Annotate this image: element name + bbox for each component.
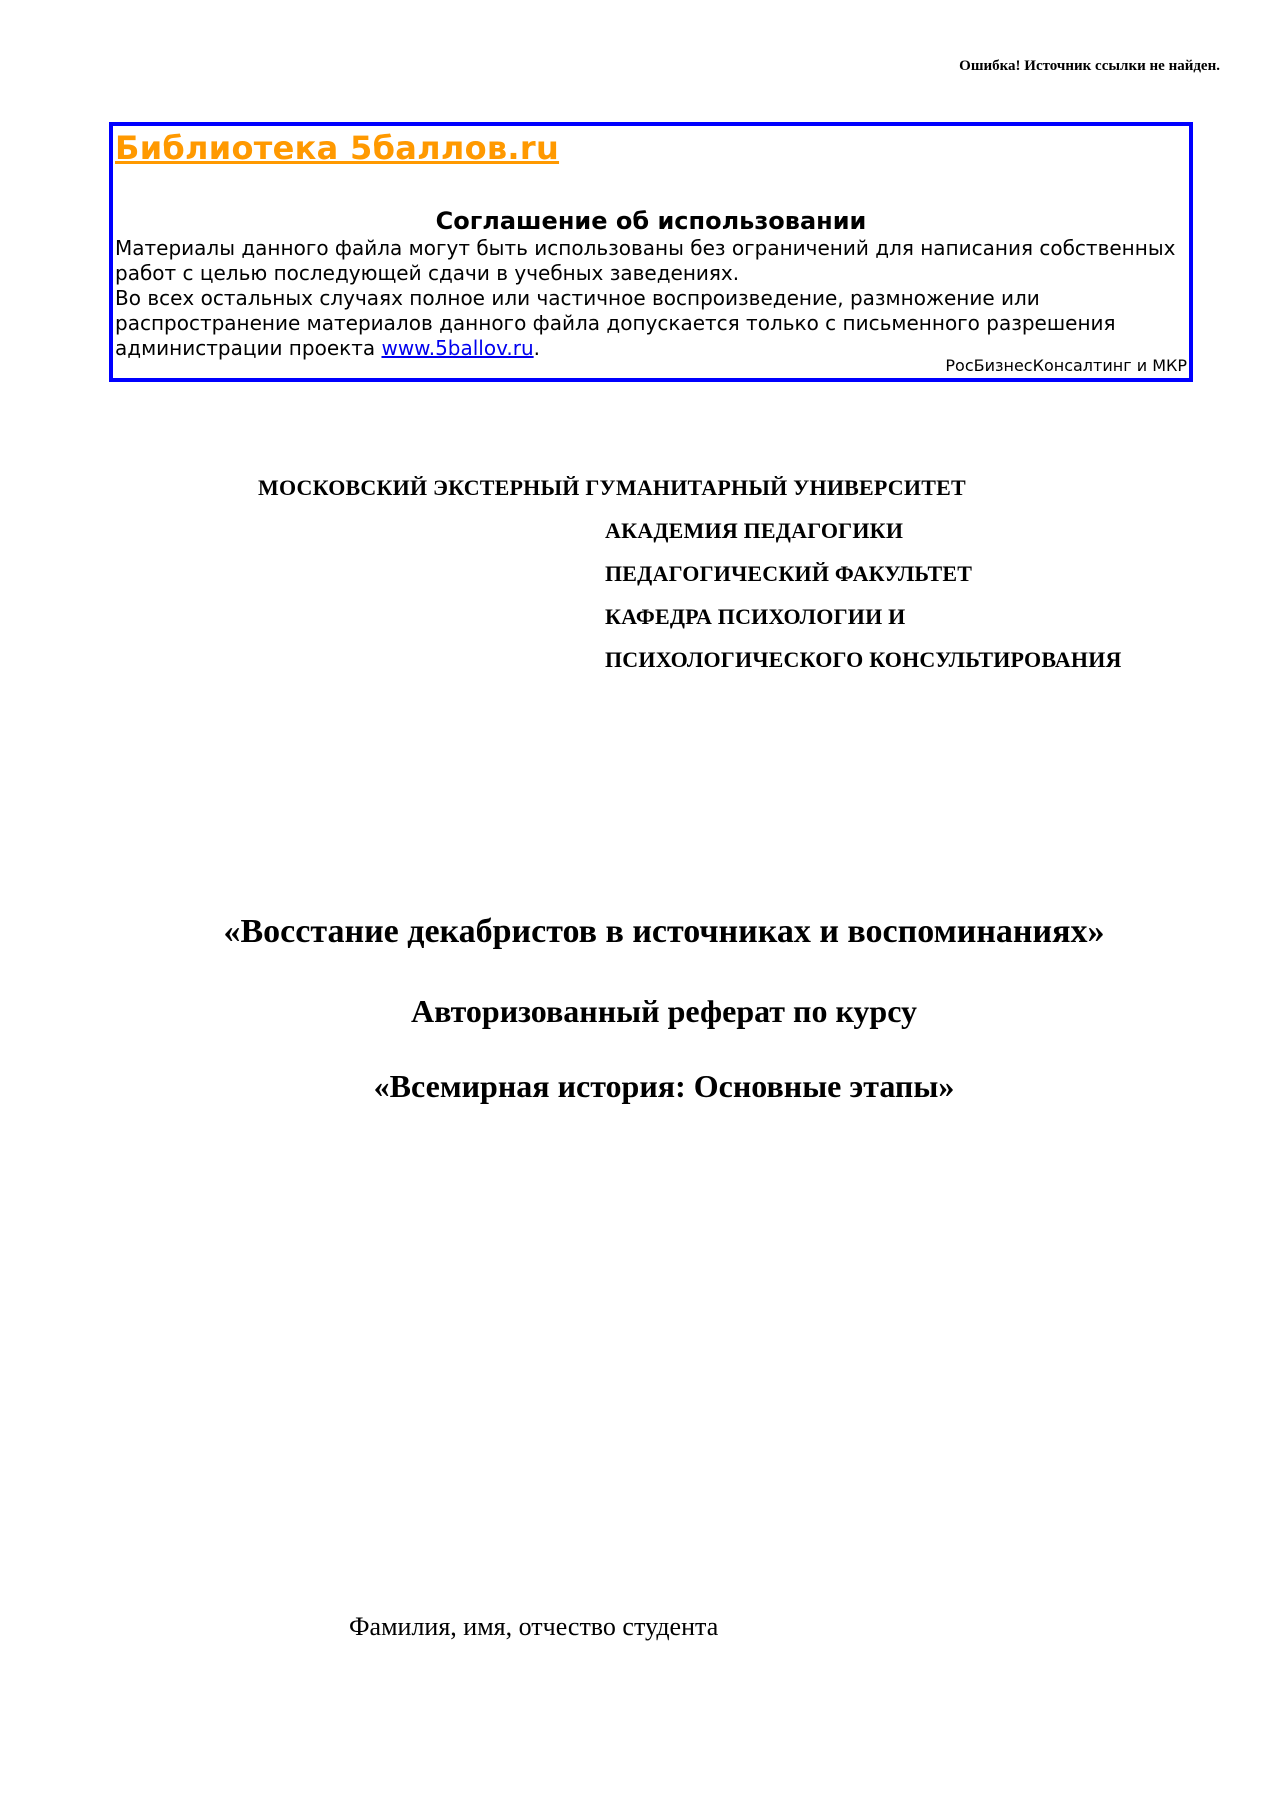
work-title: «Восстание декабристов в источниках и воспоминаниях» <box>223 913 1105 950</box>
university-name: МОСКОВСКИЙ ЭКСТЕРНЫЙ ГУМАНИТАРНЫЙ УНИВЕРСИТЕТ <box>258 475 966 500</box>
student-name-label: Фамилия, имя, отчество студента <box>349 1612 719 1641</box>
usage-agreement-box <box>109 122 1193 382</box>
course-name: «Всемирная история: Основные этапы» <box>373 1068 955 1104</box>
academy-name: АКАДЕМИЯ ПЕДАГОГИКИ <box>605 518 904 543</box>
agreement-paragraph-2 <box>115 286 1187 361</box>
site-link[interactable]: www.5ballov.ru <box>381 336 534 360</box>
reference-error-header: Ошибка! Источник ссылки не найден. <box>959 58 1220 74</box>
agreement-title: Соглашение об использовании <box>435 207 867 235</box>
company-name: РосБизнесКонсалтинг и МКР <box>945 356 1187 375</box>
work-type: Авторизованный реферат по курсу <box>411 993 917 1029</box>
agreement-paragraph-2-text: Во всех остальных случаях полное или частичное воспроизведение, размножение или распространение материалов данного файла допускается только с письменного разрешения администрации проекта <box>115 286 1116 360</box>
department-name-line-2: ПСИХОЛОГИЧЕСКОГО КОНСУЛЬТИРОВАНИЯ <box>605 647 1122 672</box>
agreement-text <box>115 236 1187 361</box>
library-link[interactable]: Библиотека 5баллов.ru <box>115 129 560 167</box>
department-name-line-1: КАФЕДРА ПСИХОЛОГИИ И <box>605 604 906 629</box>
agreement-paragraph-2-end: . <box>533 336 540 360</box>
faculty-name: ПЕДАГОГИЧЕСКИЙ ФАКУЛЬТЕТ <box>605 561 973 586</box>
agreement-paragraph-1: Материалы данного файла могут быть использованы без ограничений для написания собственных работ с целью последующей сдачи в учебных заведениях. <box>115 236 1176 285</box>
